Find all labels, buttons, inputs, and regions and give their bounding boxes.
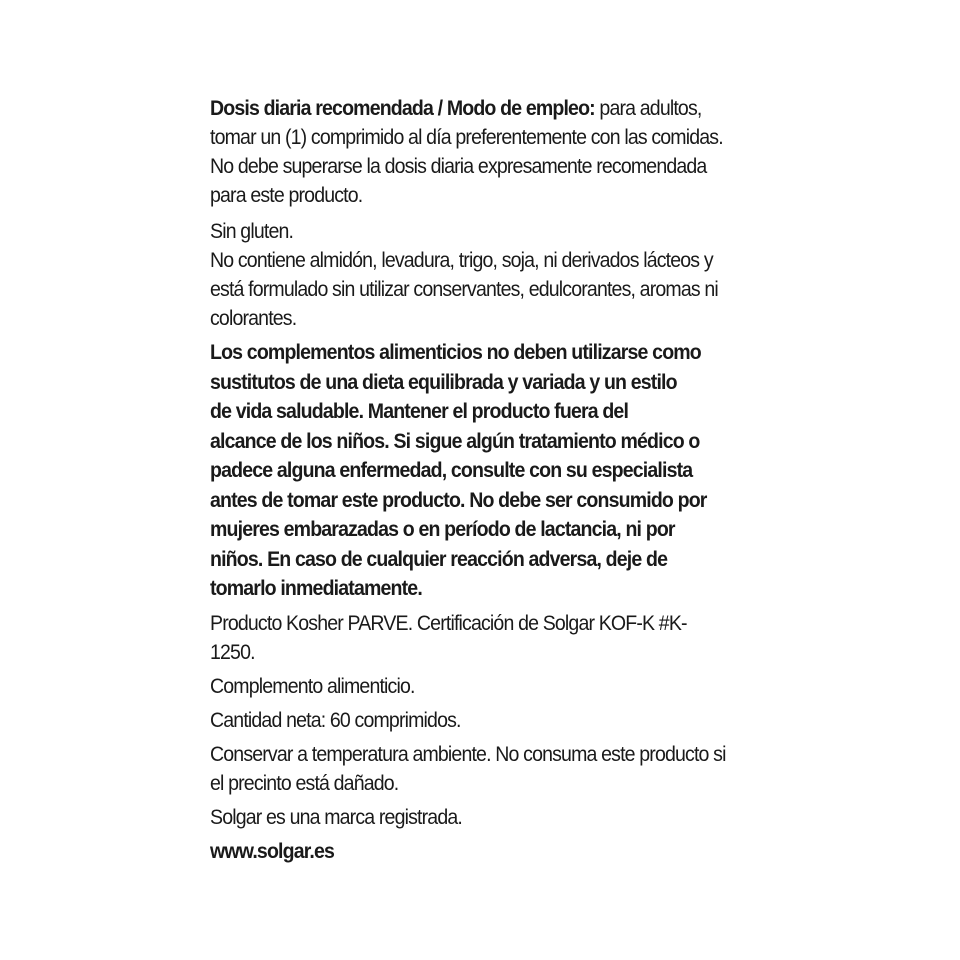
dosage-text-line2: tomar un (1) comprimido al día preferentemente con las comidas.	[210, 126, 723, 149]
warning-line1: Los complementos alimenticios no deben utilizarse como	[210, 341, 701, 364]
gluten-free-line: Sin gluten.	[210, 220, 294, 243]
dosage-text-line4: para este producto.	[210, 184, 363, 207]
dosage-paragraph	[210, 94, 731, 210]
warning-paragraph	[210, 338, 731, 604]
warning-line6: antes de tomar este producto. No debe ser consumido por	[210, 488, 707, 512]
warning-line2: sustitutos de una dieta equilibrada y variada y un estilo	[210, 370, 677, 394]
gluten-text-line3: está formulado sin utilizar conservantes, edulcorantes, aromas ni	[210, 278, 718, 301]
warning-line9: tomarlo inmediatamente.	[210, 577, 422, 600]
storage-line1: Conservar a temperatura ambiente. No consuma este producto si	[210, 742, 726, 766]
product-label-text	[210, 94, 731, 866]
dosage-text-line1: para adultos,	[594, 97, 702, 120]
trademark-line: Solgar es una marca registrada.	[210, 805, 462, 829]
warning-line4: alcance de los niños. Si sigue algún tratamiento médico o	[210, 429, 700, 453]
gluten-text-line2: No contiene almidón, levadura, trigo, soja, ni derivados lácteos y	[210, 249, 713, 272]
warning-line7: mujeres embarazadas o en período de lactancia, ni por	[210, 518, 675, 541]
supplement-line: Complemento alimenticio.	[210, 674, 415, 698]
warning-line3: de vida saludable. Mantener el producto fuera del	[210, 400, 629, 423]
warning-line5: padece alguna enfermedad, consulte con su especialista	[210, 459, 693, 482]
kosher-line: Producto Kosher PARVE. Certificación de Solgar KOF-K #K-1250.	[210, 611, 687, 664]
dosage-heading: Dosis diaria recomendada / Modo de empleo:	[210, 97, 595, 120]
website-link[interactable]: www.solgar.es	[210, 839, 335, 863]
gluten-text-line4: colorantes.	[210, 307, 297, 330]
storage-paragraph	[210, 740, 731, 798]
dosage-text-line3: No debe superarse la dosis diaria expresamente recomendada	[210, 155, 707, 178]
warning-line8: niños. En caso de cualquier reacción adversa, deje de	[210, 547, 668, 571]
storage-line2: el precinto está dañado.	[210, 771, 399, 795]
gluten-paragraph	[210, 217, 731, 333]
net-quantity-line: Cantidad neta: 60 comprimidos.	[210, 708, 461, 732]
